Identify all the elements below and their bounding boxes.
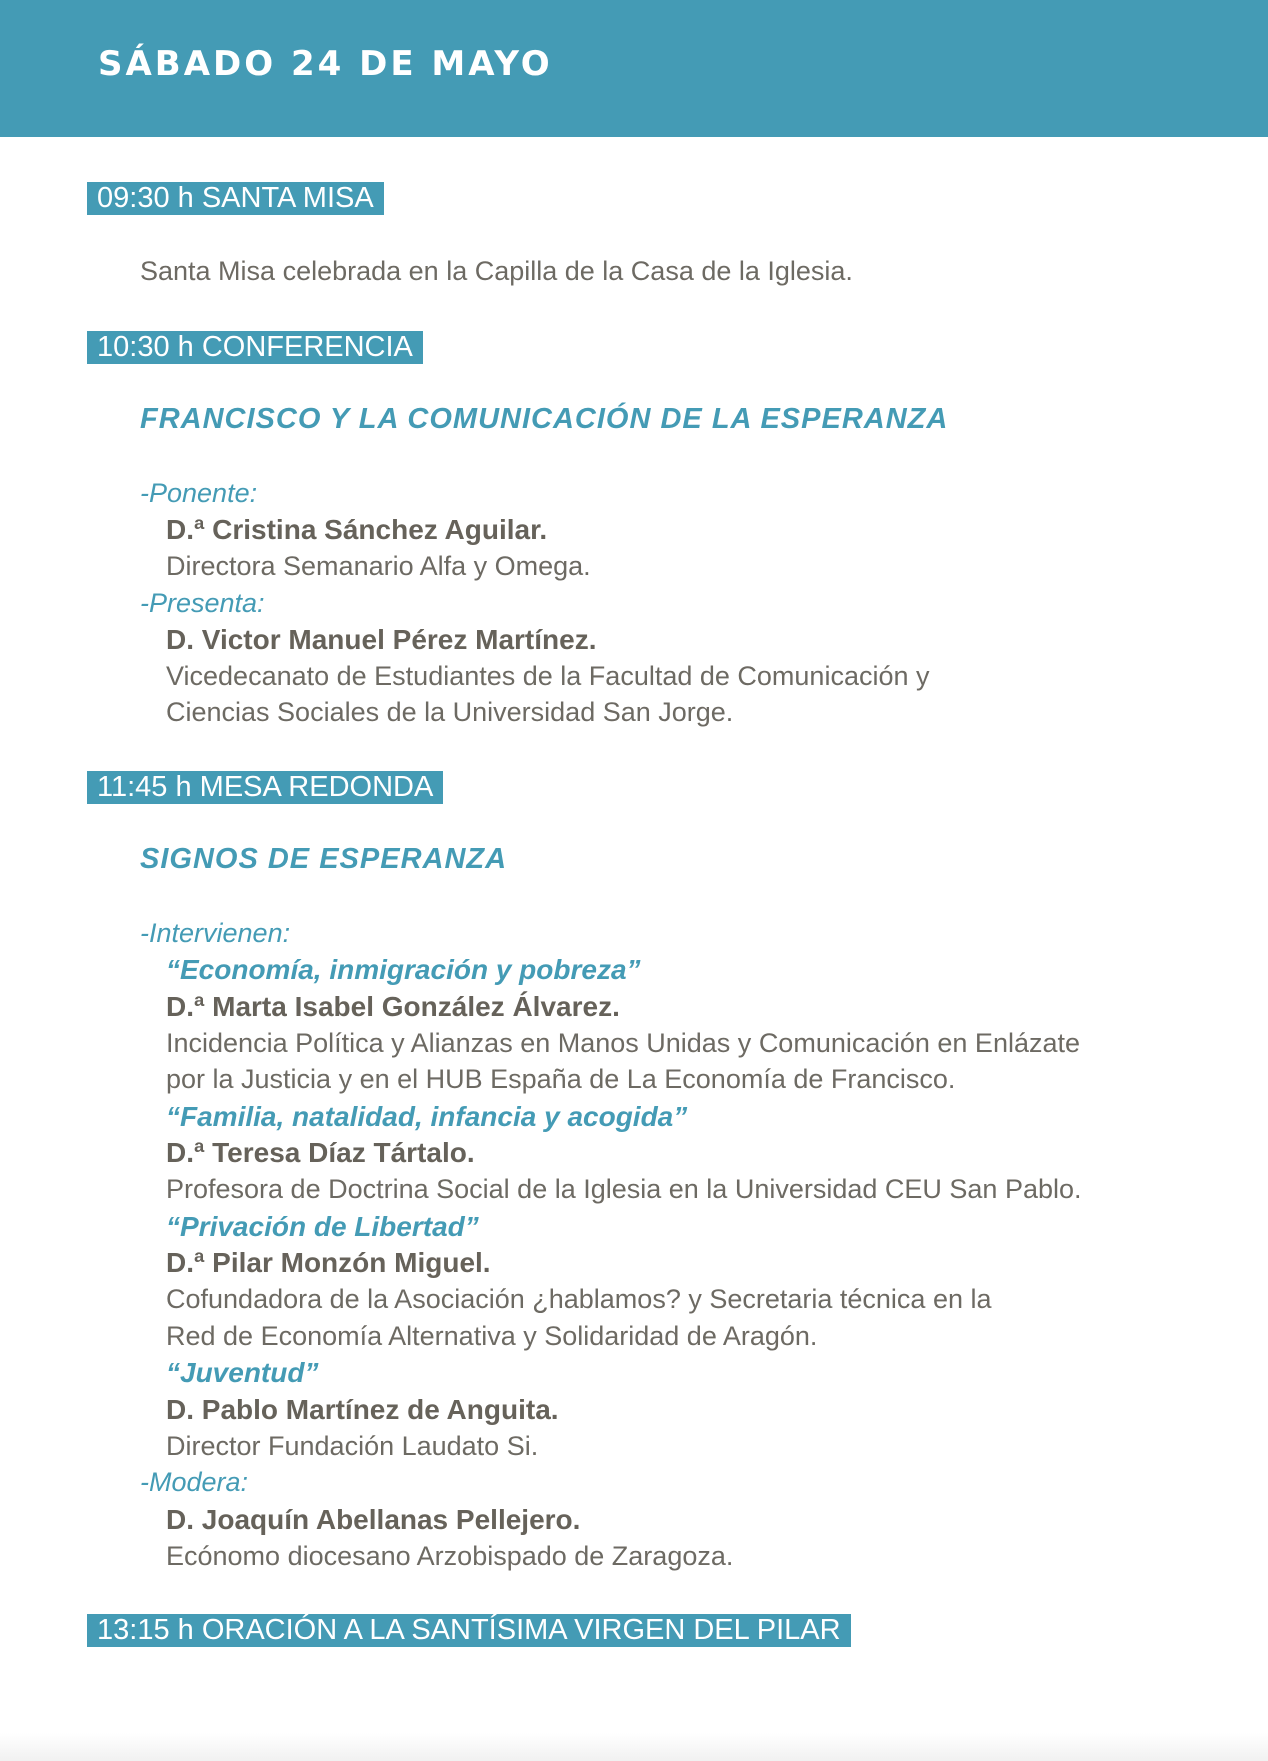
presenter-role: -Presenta:: [140, 588, 265, 618]
speaker-name: D.ª Cristina Sánchez Aguilar.: [166, 514, 548, 545]
session-description: Santa Misa celebrada en la Capilla de la Casa de la Iglesia.: [140, 256, 853, 286]
participants-role: -Intervienen:: [140, 918, 291, 948]
participant-name: D.ª Teresa Díaz Tártalo.: [166, 1137, 475, 1168]
speaker-position: Directora Semanario Alfa y Omega.: [166, 551, 591, 581]
participant-position-line: Cofundadora de la Asociación ¿hablamos? y Secretaria técnica en la: [166, 1284, 992, 1314]
session-title: FRANCISCO Y LA COMUNICACIÓN DE LA ESPERANZA: [140, 403, 949, 435]
page-footer-shade: [0, 1733, 1268, 1761]
session-time-label: 09:30 h SANTA MISA: [87, 182, 384, 215]
participant-name: D.ª Pilar Monzón Miguel.: [166, 1247, 491, 1278]
participant-topic: “Juventud”: [166, 1357, 319, 1388]
presenter-position-line: Ciencias Sociales de la Universidad San Jorge.: [166, 697, 734, 727]
participant-name: D. Pablo Martínez de Anguita.: [166, 1394, 559, 1425]
participant-topic: “Familia, natalidad, infancia y acogida”: [166, 1101, 688, 1132]
moderator-position: Ecónomo diocesano Arzobispado de Zaragoza.: [166, 1541, 734, 1571]
participant-name: D.ª Marta Isabel González Álvarez.: [166, 991, 620, 1022]
moderator-role: -Modera:: [140, 1467, 249, 1497]
session-time-label: 13:15 h ORACIÓN A LA SANTÍSIMA VIRGEN DEL PILAR: [87, 1614, 851, 1647]
participant-position-line: por la Justicia y en el HUB España de La Economía de Francisco.: [166, 1064, 956, 1094]
moderator-name: D. Joaquín Abellanas Pellejero.: [166, 1504, 581, 1535]
session-time-label: 11:45 h MESA REDONDA: [87, 771, 443, 804]
page-title: SÁBADO 24 DE MAYO: [98, 44, 553, 84]
participant-position-line: Profesora de Doctrina Social de la Iglesia en la Universidad CEU San Pablo.: [166, 1174, 1082, 1204]
session-time-label: 10:30 h CONFERENCIA: [87, 331, 423, 364]
presenter-position-line: Vicedecanato de Estudiantes de la Facultad de Comunicación y: [166, 661, 930, 691]
participant-position-line: Red de Economía Alternativa y Solidaridad de Aragón.: [166, 1321, 818, 1351]
participant-topic: “Privación de Libertad”: [166, 1211, 479, 1242]
participant-topic: “Economía, inmigración y pobreza”: [166, 954, 641, 985]
participant-position-line: Incidencia Política y Alianzas en Manos Unidas y Comunicación en Enlázate: [166, 1028, 1081, 1058]
speaker-role: -Ponente:: [140, 478, 258, 508]
participant-position-line: Director Fundación Laudato Si.: [166, 1431, 539, 1461]
page-header: [0, 0, 1268, 137]
session-title: SIGNOS DE ESPERANZA: [140, 843, 508, 875]
presenter-name: D. Victor Manuel Pérez Martínez.: [166, 624, 597, 655]
